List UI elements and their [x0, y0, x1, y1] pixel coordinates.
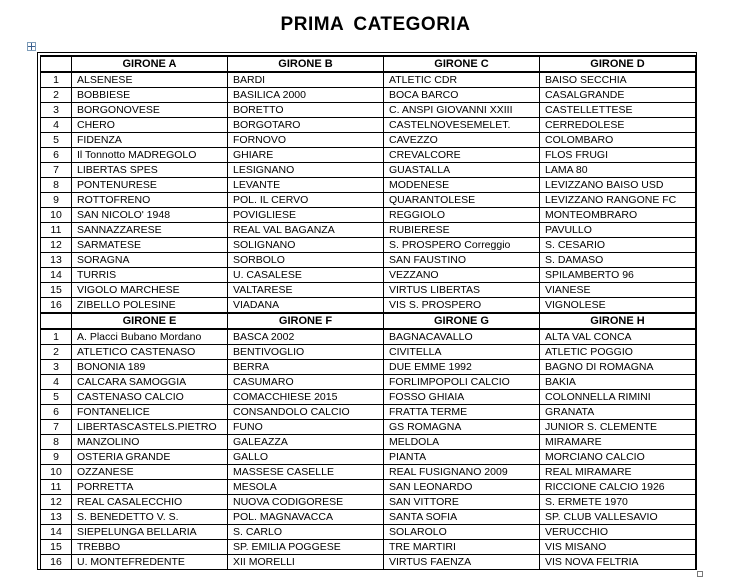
team-cell: VEZZANO — [384, 268, 540, 283]
team-cell: U. CASALESE — [228, 268, 384, 283]
table-row — [41, 148, 696, 163]
team-cell: CONSANDOLO CALCIO — [228, 405, 384, 420]
team-cell: DUE EMME 1992 — [384, 360, 540, 375]
team-cell: ALTA VAL CONCA — [540, 329, 696, 345]
team-cell: COLOMBARO — [540, 133, 696, 148]
table-row — [41, 465, 696, 480]
row-number-cell: 7 — [41, 163, 72, 178]
team-cell: CERREDOLESE — [540, 118, 696, 133]
group-header: GIRONE C — [384, 56, 540, 72]
team-cell: XII MORELLI — [228, 555, 384, 570]
team-cell: CAVEZZO — [384, 133, 540, 148]
row-number-cell: 15 — [41, 540, 72, 555]
team-cell: REGGIOLO — [384, 208, 540, 223]
team-cell: OSTERIA GRANDE — [72, 450, 228, 465]
row-number-cell: 12 — [41, 495, 72, 510]
team-cell: GALLO — [228, 450, 384, 465]
team-cell: GUASTALLA — [384, 163, 540, 178]
team-cell: CASTELNOVESEMELET. — [384, 118, 540, 133]
team-cell: VIRTUS LIBERTAS — [384, 283, 540, 298]
team-cell: SARMATESE — [72, 238, 228, 253]
team-cell: POL. IL CERVO — [228, 193, 384, 208]
team-cell: ALSENESE — [72, 72, 228, 88]
group-header: GIRONE F — [228, 313, 384, 329]
group-header: GIRONE A — [72, 56, 228, 72]
team-cell: PIANTA — [384, 450, 540, 465]
row-number-cell: 9 — [41, 193, 72, 208]
team-cell: BAGNO DI ROMAGNA — [540, 360, 696, 375]
table-row — [41, 163, 696, 178]
team-cell: SORAGNA — [72, 253, 228, 268]
row-number-cell: 6 — [41, 405, 72, 420]
team-cell: GALEAZZA — [228, 435, 384, 450]
table-row — [41, 103, 696, 118]
team-cell: SAN NICOLO' 1948 — [72, 208, 228, 223]
table-row — [41, 510, 696, 525]
team-cell: MONTEOMBRARO — [540, 208, 696, 223]
team-cell: SAN LEONARDO — [384, 480, 540, 495]
team-cell: NUOVA CODIGORESE — [228, 495, 384, 510]
row-number-cell: 8 — [41, 435, 72, 450]
team-cell: U. MONTEFREDENTE — [72, 555, 228, 570]
team-cell: BOBBIESE — [72, 88, 228, 103]
team-cell: S. BENEDETTO V. S. — [72, 510, 228, 525]
team-cell: S. PROSPERO Correggio — [384, 238, 540, 253]
row-number-cell: 12 — [41, 238, 72, 253]
team-cell: FUNO — [228, 420, 384, 435]
team-cell: BAISO SECCHIA — [540, 72, 696, 88]
table-row — [41, 525, 696, 540]
team-cell: COMACCHIESE 2015 — [228, 390, 384, 405]
team-cell: VIADANA — [228, 298, 384, 314]
table-row — [41, 405, 696, 420]
team-cell: S. ERMETE 1970 — [540, 495, 696, 510]
table-row — [41, 480, 696, 495]
team-cell: SP. EMILIA POGGESE — [228, 540, 384, 555]
team-cell: BASCA 2002 — [228, 329, 384, 345]
group-header: GIRONE G — [384, 313, 540, 329]
table-move-handle-icon[interactable] — [27, 42, 36, 51]
team-cell: BORETTO — [228, 103, 384, 118]
team-cell: VIANESE — [540, 283, 696, 298]
team-cell: POL. MAGNAVACCA — [228, 510, 384, 525]
row-number-cell: 15 — [41, 283, 72, 298]
team-cell: VIRTUS FAENZA — [384, 555, 540, 570]
table-row — [41, 435, 696, 450]
row-number-cell: 5 — [41, 390, 72, 405]
table-row — [41, 238, 696, 253]
table-row — [41, 118, 696, 133]
team-cell: BORGONOVESE — [72, 103, 228, 118]
table-row — [41, 329, 696, 345]
team-cell: BENTIVOGLIO — [228, 345, 384, 360]
row-number-cell: 4 — [41, 375, 72, 390]
team-cell: VALTARESE — [228, 283, 384, 298]
team-cell: SANTA SOFIA — [384, 510, 540, 525]
team-cell: CASTELLETTESE — [540, 103, 696, 118]
team-cell: GS ROMAGNA — [384, 420, 540, 435]
team-cell: LEVIZZANO RANGONE FC — [540, 193, 696, 208]
team-cell: SOLAROLO — [384, 525, 540, 540]
team-cell: SPILAMBERTO 96 — [540, 268, 696, 283]
row-number-cell: 11 — [41, 480, 72, 495]
team-cell: CALCARA SAMOGGIA — [72, 375, 228, 390]
team-cell: FLOS FRUGI — [540, 148, 696, 163]
team-cell: OZZANESE — [72, 465, 228, 480]
standings-table — [40, 55, 696, 570]
team-cell: FIDENZA — [72, 133, 228, 148]
table-row — [41, 72, 696, 88]
row-number-cell: 2 — [41, 345, 72, 360]
team-cell: CREVALCORE — [384, 148, 540, 163]
team-cell: MASSESE CASELLE — [228, 465, 384, 480]
team-cell: ROTTOFRENO — [72, 193, 228, 208]
row-number-cell: 7 — [41, 420, 72, 435]
team-cell: SORBOLO — [228, 253, 384, 268]
team-cell: REAL MIRAMARE — [540, 465, 696, 480]
team-cell: PONTENURESE — [72, 178, 228, 193]
team-cell: VIS MISANO — [540, 540, 696, 555]
row-number-cell: 10 — [41, 465, 72, 480]
team-cell: ATLETICO CASTENASO — [72, 345, 228, 360]
team-cell: VIGNOLESE — [540, 298, 696, 314]
team-cell: ZIBELLO POLESINE — [72, 298, 228, 314]
table-row — [41, 420, 696, 435]
row-number-cell: 3 — [41, 103, 72, 118]
team-cell: REAL CASALECCHIO — [72, 495, 228, 510]
row-number-cell: 14 — [41, 268, 72, 283]
team-cell: SAN VITTORE — [384, 495, 540, 510]
team-cell: LEVIZZANO BAISO USD — [540, 178, 696, 193]
team-cell: QUARANTOLESE — [384, 193, 540, 208]
row-number-cell: 6 — [41, 148, 72, 163]
team-cell: Il Tonnotto MADREGOLO — [72, 148, 228, 163]
team-cell: VIS NOVA FELTRIA — [540, 555, 696, 570]
team-cell: VIGOLO MARCHESE — [72, 283, 228, 298]
team-cell: GRANATA — [540, 405, 696, 420]
team-cell: FORLIMPOPOLI CALCIO — [384, 375, 540, 390]
team-cell: SAN FAUSTINO — [384, 253, 540, 268]
team-cell: RUBIERESE — [384, 223, 540, 238]
table-row — [41, 390, 696, 405]
team-cell: COLONNELLA RIMINI — [540, 390, 696, 405]
team-cell: BORGOTARO — [228, 118, 384, 133]
team-cell: MORCIANO CALCIO — [540, 450, 696, 465]
table-resize-handle-icon[interactable] — [697, 571, 703, 577]
table-row — [41, 298, 696, 314]
team-cell: S. CARLO — [228, 525, 384, 540]
row-number-cell: 10 — [41, 208, 72, 223]
row-number-cell: 1 — [41, 72, 72, 88]
group-header: GIRONE B — [228, 56, 384, 72]
team-cell: CASTENASO CALCIO — [72, 390, 228, 405]
team-cell: S. CESARIO — [540, 238, 696, 253]
team-cell: A. Placci Bubano Mordano — [72, 329, 228, 345]
row-number-cell: 16 — [41, 298, 72, 314]
team-cell: FRATTA TERME — [384, 405, 540, 420]
table-row — [41, 208, 696, 223]
team-cell: TRE MARTIRI — [384, 540, 540, 555]
team-cell: LAMA 80 — [540, 163, 696, 178]
group-header-row — [41, 313, 696, 329]
team-cell: LESIGNANO — [228, 163, 384, 178]
team-cell: BASILICA 2000 — [228, 88, 384, 103]
team-cell: SANNAZZARESE — [72, 223, 228, 238]
team-cell: SOLIGNANO — [228, 238, 384, 253]
row-number-cell: 1 — [41, 329, 72, 345]
team-cell: VIS S. PROSPERO — [384, 298, 540, 314]
table-row — [41, 375, 696, 390]
team-cell: MANZOLINO — [72, 435, 228, 450]
row-number-cell: 13 — [41, 253, 72, 268]
table-row — [41, 360, 696, 375]
team-cell: BAKIA — [540, 375, 696, 390]
team-cell: JUNIOR S. CLEMENTE — [540, 420, 696, 435]
table-row — [41, 540, 696, 555]
team-cell: SIEPELUNGA BELLARIA — [72, 525, 228, 540]
row-number-cell: 3 — [41, 360, 72, 375]
team-cell: LEVANTE — [228, 178, 384, 193]
team-cell: LIBERTAS SPES — [72, 163, 228, 178]
team-cell: FOSSO GHIAIA — [384, 390, 540, 405]
table-row — [41, 133, 696, 148]
team-cell: MODENESE — [384, 178, 540, 193]
team-cell: FONTANELICE — [72, 405, 228, 420]
team-cell: RICCIONE CALCIO 1926 — [540, 480, 696, 495]
team-cell: PORRETTA — [72, 480, 228, 495]
team-cell: FORNOVO — [228, 133, 384, 148]
row-number-cell: 8 — [41, 178, 72, 193]
table-row — [41, 345, 696, 360]
team-cell: TREBBO — [72, 540, 228, 555]
team-cell: CASUMARO — [228, 375, 384, 390]
team-cell: POVIGLIESE — [228, 208, 384, 223]
header-number-cell — [41, 56, 72, 72]
table-row — [41, 268, 696, 283]
group-header: GIRONE D — [540, 56, 696, 72]
team-cell: CIVITELLA — [384, 345, 540, 360]
team-cell: ATLETIC POGGIO — [540, 345, 696, 360]
group-header: GIRONE H — [540, 313, 696, 329]
team-cell: MELDOLA — [384, 435, 540, 450]
row-number-cell: 5 — [41, 133, 72, 148]
team-cell: GHIARE — [228, 148, 384, 163]
table-row — [41, 495, 696, 510]
row-number-cell: 13 — [41, 510, 72, 525]
team-cell: SP. CLUB VALLESAVIO — [540, 510, 696, 525]
row-number-cell: 4 — [41, 118, 72, 133]
row-number-cell: 14 — [41, 525, 72, 540]
row-number-cell: 9 — [41, 450, 72, 465]
table-row — [41, 555, 696, 570]
team-cell: C. ANSPI GIOVANNI XXIII — [384, 103, 540, 118]
team-cell: BAGNACAVALLO — [384, 329, 540, 345]
team-cell: LIBERTASCASTELS.PIETRO — [72, 420, 228, 435]
row-number-cell: 2 — [41, 88, 72, 103]
team-cell: REAL VAL BAGANZA — [228, 223, 384, 238]
table-row — [41, 193, 696, 208]
group-header-row — [41, 56, 696, 72]
group-header: GIRONE E — [72, 313, 228, 329]
team-cell: ATLETIC CDR — [384, 72, 540, 88]
table-row — [41, 253, 696, 268]
row-number-cell: 11 — [41, 223, 72, 238]
page-title: PRIMA CATEGORIA — [280, 14, 471, 35]
header-number-cell — [41, 313, 72, 329]
table-row — [41, 223, 696, 238]
table-row — [41, 283, 696, 298]
team-cell: PAVULLO — [540, 223, 696, 238]
team-cell: REAL FUSIGNANO 2009 — [384, 465, 540, 480]
table-row — [41, 88, 696, 103]
team-cell: BERRA — [228, 360, 384, 375]
row-number-cell: 16 — [41, 555, 72, 570]
team-cell: VERUCCHIO — [540, 525, 696, 540]
team-cell: CASALGRANDE — [540, 88, 696, 103]
team-cell: S. DAMASO — [540, 253, 696, 268]
team-cell: BARDI — [228, 72, 384, 88]
team-cell: MESOLA — [228, 480, 384, 495]
team-cell: CHERO — [72, 118, 228, 133]
team-cell: MIRAMARE — [540, 435, 696, 450]
table-row — [41, 450, 696, 465]
team-cell: BOCA BARCO — [384, 88, 540, 103]
table-row — [41, 178, 696, 193]
team-cell: TURRIS — [72, 268, 228, 283]
team-cell: BONONIA 189 — [72, 360, 228, 375]
